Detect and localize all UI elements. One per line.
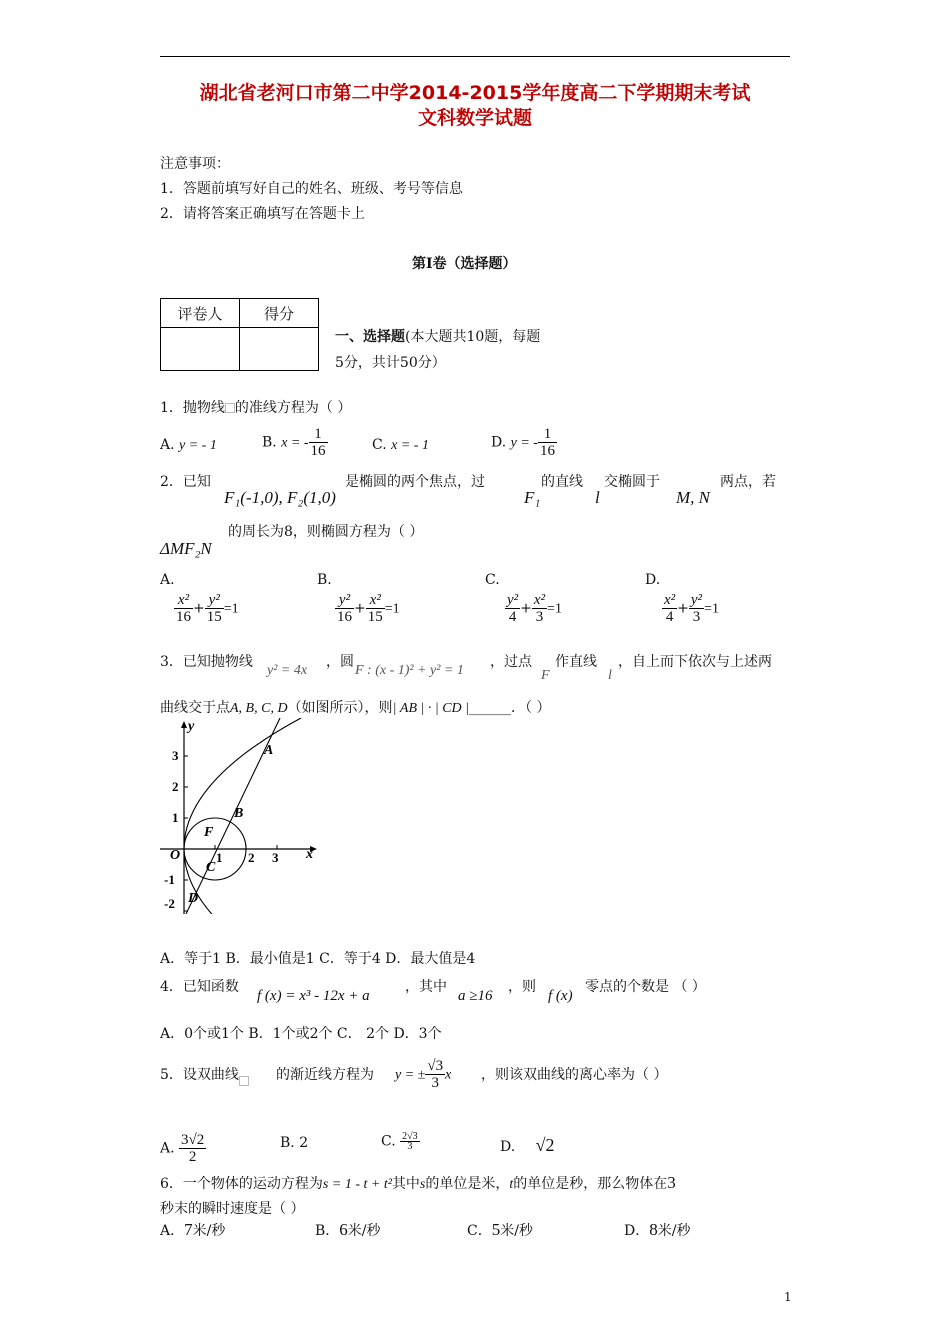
y-axis-arrow bbox=[181, 721, 187, 728]
q1-option-b: B. x = - $\frac{1}{16}$ bbox=[262, 426, 326, 459]
q2-label-c: C. bbox=[485, 572, 500, 588]
section-header bbox=[335, 326, 540, 346]
q4-condition: a ≥16 bbox=[458, 988, 493, 1004]
q1-option-c: C. x = - 1 bbox=[372, 437, 429, 453]
q3-circle: F : (x - 1)² + y² = 1 bbox=[355, 663, 464, 678]
grader-header: 评卷人 bbox=[161, 299, 240, 328]
q5-asymptote: y = ± $\frac{√3}{3}$ x bbox=[395, 1058, 452, 1091]
q2-option-c: $\frac{\text{y²}}{4}$ + $\frac{\text{x²}}{3}$ =1 bbox=[507, 592, 562, 625]
q2-option-d: $\frac{\text{x²}}{4}$ + $\frac{\text{y²}}{3}$ =1 bbox=[664, 592, 719, 625]
q4-fx: f (x) bbox=[548, 988, 573, 1004]
point-d-label: D bbox=[188, 891, 199, 906]
point-c-label: C bbox=[206, 860, 216, 875]
q2-stem-d: 交椭圆于 bbox=[604, 474, 660, 490]
q4-options: A．0个或1个 B．1个或2个 C． 2个 D．3个 bbox=[160, 1026, 442, 1042]
q1-stem: 1．抛物线 的准线方程为（ ） bbox=[160, 400, 352, 416]
q6-option-b: B．6米/秒 bbox=[315, 1220, 381, 1239]
q5-option-d: D. √2 bbox=[500, 1135, 555, 1155]
q6-line2: 秒末的瞬时速度是（ ） bbox=[160, 1201, 305, 1217]
section-label: 一、选择题 bbox=[335, 329, 405, 345]
q3-stem-b: ，圆 bbox=[326, 654, 354, 670]
q5-option-b: B. 2 bbox=[280, 1135, 309, 1151]
origin-label: O bbox=[170, 848, 181, 863]
exam-subtitle: 文科数学试题 bbox=[417, 107, 532, 129]
q3-parabola: y² = 4x bbox=[267, 663, 308, 678]
top-rule bbox=[160, 56, 790, 57]
ytick-1: 1 bbox=[172, 810, 179, 825]
q6-option-d: D．8米/秒 bbox=[624, 1220, 691, 1239]
q3-figure bbox=[160, 718, 320, 914]
q3-stem-line2: 曲线交于点A, B, C, D（如图所示），则| AB | · | CD |______．（ ） bbox=[160, 700, 551, 716]
ytick-neg1: -1 bbox=[164, 872, 175, 887]
q3-stem-d: 作直线 bbox=[555, 654, 597, 670]
q5-stem-b: 的渐近线方程为 bbox=[276, 1067, 374, 1083]
q5-option-c: C. $\frac{2√3}{3}$ bbox=[381, 1131, 418, 1152]
q2-stem-a: 2．已知 bbox=[160, 474, 211, 490]
q4-stem-d: 零点的个数是 （ ） bbox=[585, 979, 706, 995]
q4-stem-b: ，其中 bbox=[405, 979, 447, 995]
q1-option-d: D. y = - $\frac{1}{16}$ bbox=[491, 426, 555, 459]
grade-table bbox=[160, 298, 319, 371]
y-axis-label: y bbox=[188, 719, 195, 734]
xtick-3: 3 bbox=[272, 850, 279, 865]
ytick-2: 2 bbox=[172, 779, 179, 794]
score-header: 得分 bbox=[240, 299, 319, 328]
score-cell bbox=[240, 328, 319, 371]
point-b-label: B bbox=[234, 806, 244, 821]
q2-label-b: B. bbox=[317, 572, 332, 588]
xtick-1: 1 bbox=[216, 850, 223, 865]
formula-placeholder bbox=[225, 403, 235, 413]
q2-mn: M, N bbox=[676, 488, 710, 507]
point-f-label: F bbox=[204, 825, 214, 840]
exam-title: 湖北省老河口市第二中学2014-2015学年度高二下学期期末考试 bbox=[199, 82, 751, 104]
q2-stem-c: 的直线 bbox=[541, 474, 583, 490]
q2-label-d: D. bbox=[645, 572, 661, 588]
q2-stem-e: 两点，若 bbox=[720, 474, 776, 490]
q4-function: f (x) = x³ - 12x + a bbox=[257, 988, 370, 1004]
grader-cell bbox=[161, 328, 240, 371]
notice-item-2: 2．请将答案正确填写在答题卡上 bbox=[160, 206, 365, 222]
q2-triangle: ΔMF₂N bbox=[160, 539, 212, 558]
xtick-2: 2 bbox=[248, 850, 255, 865]
q2-foci: F₁(-1,0), F₂(1,0) bbox=[224, 488, 336, 507]
q2-option-b: $\frac{\text{y²}}{16}$ + $\frac{\text{x²}}{15}$ =1 bbox=[337, 592, 400, 625]
notice-heading: 注意事项： bbox=[160, 156, 230, 172]
q2-f1: F₁ bbox=[524, 488, 541, 507]
q5-option-a: A. $\frac{3√2}{2}$ bbox=[160, 1132, 205, 1165]
ytick-neg2: -2 bbox=[164, 896, 175, 911]
q2-option-a: $\frac{\text{x²}}{16}$ + $\frac{\text{y²}}{15}$ =1 bbox=[176, 592, 239, 625]
q3-stem-a: 3．已知抛物线 bbox=[160, 654, 253, 670]
q6-line1: 6．一个物体的运动方程为s = 1 - t + t²其中s的单位是米，t的单位是秒，那么物体在3 bbox=[160, 1173, 676, 1192]
q3-options: A．等于1 B．最小值是1 C．等于4 D．最大值是4 bbox=[160, 951, 476, 967]
q6-option-a: A．7米/秒 bbox=[160, 1220, 226, 1239]
x-axis-label: x bbox=[306, 847, 313, 862]
q2-line-l: l bbox=[595, 488, 600, 507]
q3-stem-e: ，自上而下依次与上述两 bbox=[618, 654, 772, 670]
formula-placeholder bbox=[239, 1076, 249, 1086]
point-a-label: A bbox=[264, 743, 274, 758]
q5-stem-a: 5．设双曲线 bbox=[160, 1064, 249, 1086]
q2-stem-f: 的周长为8，则椭圆方程为（ ） bbox=[228, 524, 424, 540]
ytick-3: 3 bbox=[172, 748, 179, 763]
section-desc-1: (本大题共10题，每题 bbox=[405, 329, 541, 345]
notice-item-1: 1．答题前填写好自己的姓名、班级、考号等信息 bbox=[160, 181, 463, 197]
q6-option-c: C．5米/秒 bbox=[467, 1220, 533, 1239]
q2-stem-b: 是椭圆的两个焦点，过 bbox=[345, 474, 485, 490]
q3-point-f: F bbox=[541, 668, 550, 683]
section-desc-2: 5分，共计50分） bbox=[335, 355, 446, 371]
page-number: 1 bbox=[784, 1290, 792, 1304]
q5-stem-c: ，则该双曲线的离心率为（ ） bbox=[481, 1067, 668, 1083]
q1-option-a: A. y = - 1 bbox=[160, 437, 217, 453]
q3-line-l: l bbox=[608, 668, 612, 683]
volume-title: 第I卷（选择题） bbox=[412, 256, 517, 272]
q2-label-a: A. bbox=[160, 572, 175, 588]
q3-stem-c: ，过点 bbox=[490, 654, 532, 670]
q4-stem-c: ，则 bbox=[508, 979, 536, 995]
q4-stem-a: 4．已知函数 bbox=[160, 979, 239, 995]
